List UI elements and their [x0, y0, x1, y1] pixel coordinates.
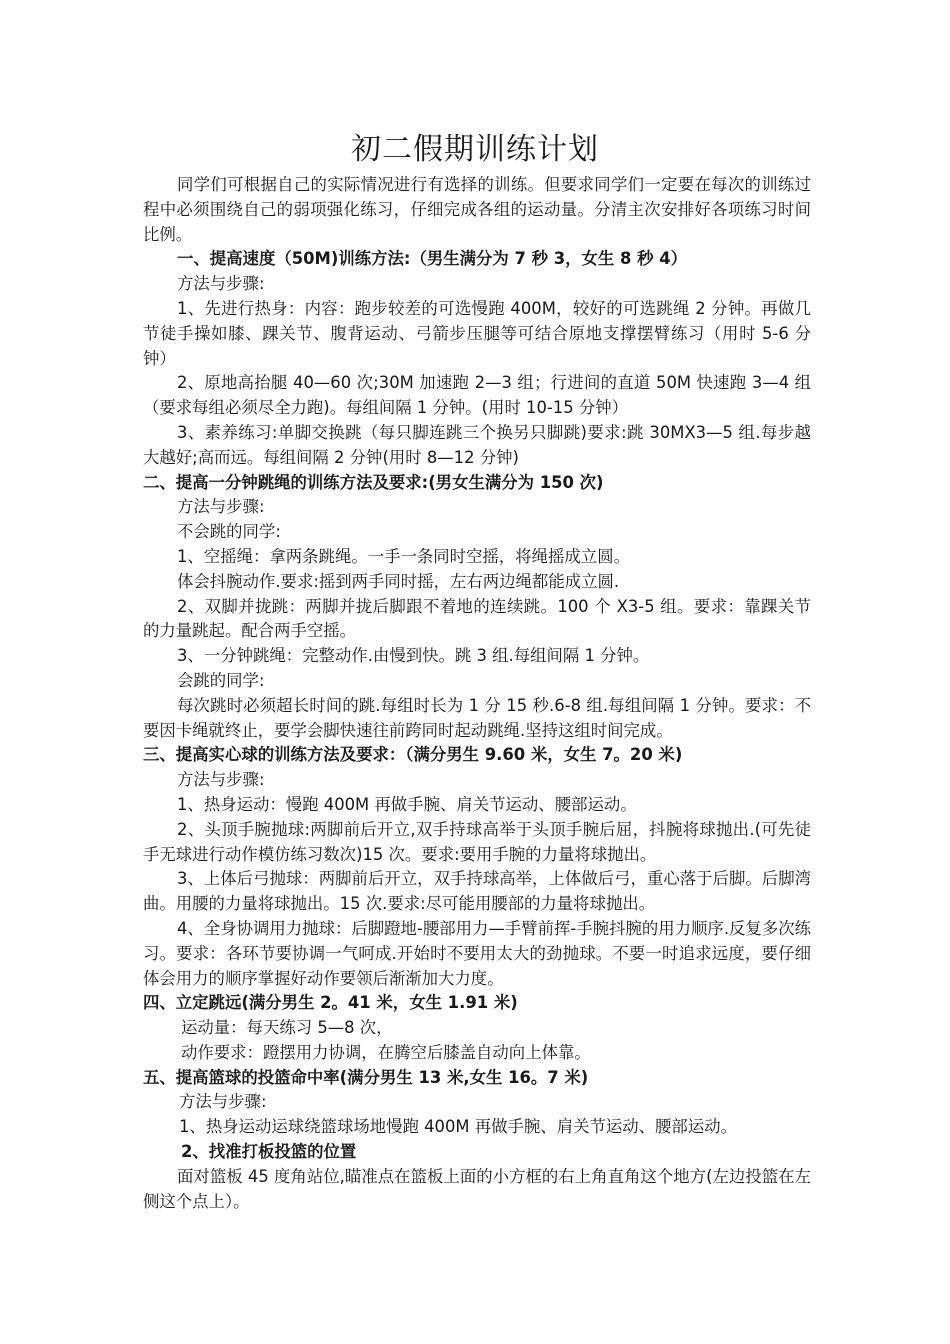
document-body	[143, 173, 811, 1214]
section-3-step-2: 2、头顶手腕抛球:两脚前后开立,双手持球高举于头顶手腕后屈，抖腕将球抛出.(可先徒手无球进行动作模仿练习数次)15 次。要求:要用手腕的力量将球抛出。	[143, 819, 811, 864]
section-2-heading: 二、提高一分钟跳绳的训练方法及要求:(男女生满分为 150 次)	[143, 472, 604, 492]
section-5-step-2: 2、找准打板投篮的位置	[181, 1142, 357, 1162]
document-title: 初二假期训练计划	[351, 132, 599, 167]
section-2-step-1-note: 体会抖腕动作.要求:摇到两手同时摇，左右两边绳都能成立圆.	[177, 571, 620, 591]
section-2-cannot-jump: 不会跳的同学:	[177, 522, 281, 542]
section-5-heading: 五、提高篮球的投篮命中率(满分男生 13 米,女生 16。7 米)	[143, 1067, 589, 1087]
section-5-step-2-text: 面对篮板 45 度角站位,瞄准点在篮板上面的小方框的右上角直角这个地方(左边投篮在左侧这个点上）。	[143, 1166, 811, 1211]
section-4-requirement: 动作要求：蹬摆用力协调，在腾空后膝盖自动向上体靠。	[181, 1042, 591, 1062]
section-2-method: 方法与步骤:	[177, 497, 265, 517]
section-1-step-1: 1、先进行热身：内容：跑步较差的可选慢跑 400M，较好的可选跳绳 2 分钟。再做几节徒手操如膝、踝关节、腹背运动、弓箭步压腿等可结合原地支撑摆臂练习（用时 5-6 分钟）	[143, 298, 811, 368]
section-3-step-1: 1、热身运动：慢跑 400M 再做手腕、肩关节运动、腰部运动。	[177, 794, 637, 814]
section-5-step-1: 1、热身运动运球绕篮球场地慢跑 400M 再做手腕、肩关节运动、腰部运动。	[179, 1117, 737, 1137]
section-2-can-jump-text: 每次跳时必须超长时间的跳.每组时长为 1 分 15 秒.6-8 组.每组间隔 1 分钟。要求：不要因卡绳就终止，要学会脚快速往前跨同时起动跳绳.坚持这组时间完成。	[143, 695, 811, 740]
section-2-step-3: 3、一分钟跳绳：完整动作.由慢到快。跳 3 组.每组间隔 1 分钟。	[177, 646, 650, 666]
section-3-step-4: 4、全身协调用力抛球：后脚蹬地-腰部用力—手臂前挥-手腕抖腕的用力顺序.反复多次练习。要求：各环节要协调一气呵成.开始时不要用太大的劲抛球。不要一时追求远度，要仔细体会用力的顺序掌握好动作要领后渐渐加大力度。	[143, 918, 811, 988]
section-1-step-3: 3、素养练习:单脚交换跳（每只脚连跳三个换另只脚跳)要求:跳 30MX3—5 组.每步越大越好;高而远。每组间隔 2 分钟(用时 8—12 分钟)	[143, 422, 811, 467]
section-1-heading: 一、提高速度（50M)训练方法:（男生满分为 7 秒 3，女生 8 秒 4）	[177, 249, 688, 269]
section-2-can-jump: 会跳的同学:	[177, 670, 265, 690]
section-4-load: 运动量：每天练习 5—8 次，	[181, 1018, 393, 1038]
section-1-method: 方法与步骤:	[177, 274, 265, 294]
section-3-step-3: 3、上体后弓抛球：两脚前后开立，双手持球高举，上体做后弓，重心落于后脚。后脚湾曲。用腰的力量将球抛出。15 次.要求:尽可能用腰部的力量将球抛出。	[143, 869, 811, 914]
section-1-step-2: 2、原地高抬腿 40—60 次;30M 加速跑 2—3 组；行进间的直道 50M 快速跑 3—4 组（要求每组必须尽全力跑)。每组间隔 1 分钟。(用时 10-15 分钟）	[143, 373, 811, 418]
section-3-method: 方法与步骤:	[177, 770, 265, 790]
section-3-heading: 三、提高实心球的训练方法及要求：（满分男生 9.60 米，女生 7。20 米)	[143, 745, 683, 765]
section-4-heading: 四、立定跳远(满分男生 2。41 米，女生 1.91 米)	[143, 993, 518, 1013]
section-2-step-1: 1、空摇绳：拿两条跳绳。一手一条同时空摇，将绳摇成立圆。	[177, 546, 630, 566]
section-5-method: 方法与步骤:	[179, 1092, 267, 1112]
intro-paragraph: 同学们可根据自己的实际情况进行有选择的训练。但要求同学们一定要在每次的训练过程中必须围绕自己的弱项强化练习，仔细完成各组的运动量。分清主次安排好各项练习时间比例。	[143, 175, 811, 244]
section-2-step-2: 2、双脚并拢跳：两脚并拢后脚跟不着地的连续跳。100 个 X3-5 组。要求：靠踝关节的力量跳起。配合两手空摇。	[143, 596, 811, 641]
